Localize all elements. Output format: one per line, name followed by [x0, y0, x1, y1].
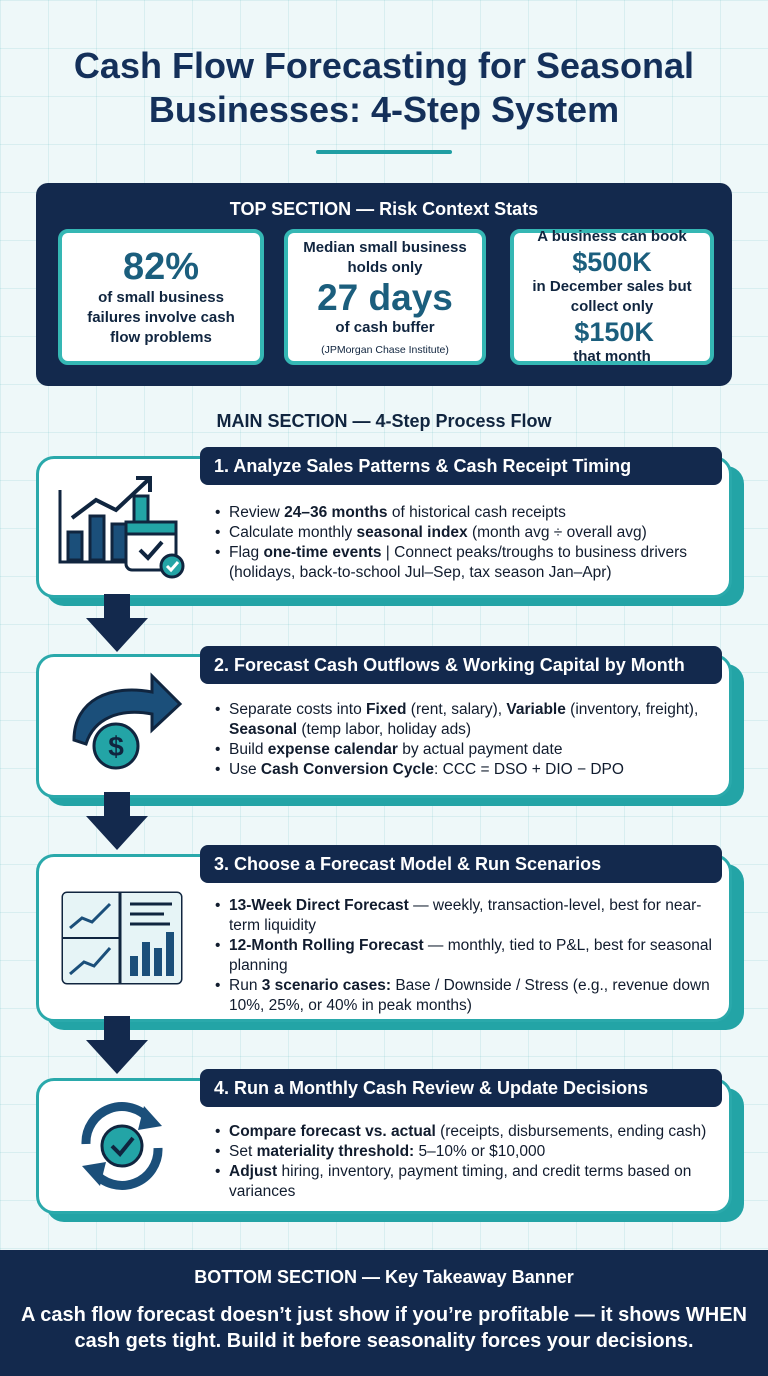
- stat-pre-text: Median small business holds only: [303, 239, 467, 276]
- bullet-text: — weekly, transaction-level, best for near-term liquidity: [229, 897, 702, 934]
- stat-mid-text: [520, 277, 705, 347]
- bullet-text: Use: [229, 761, 261, 778]
- bullet-emphasis: materiality threshold:: [256, 1143, 415, 1160]
- main-section-heading: MAIN SECTION — 4-Step Process Flow: [216, 411, 552, 431]
- bullet-item: [215, 1162, 720, 1202]
- title-underline: [316, 150, 452, 154]
- bullet-text: (rent, salary),: [406, 701, 507, 718]
- stat-post-text: that month: [573, 348, 651, 365]
- arrow-down-icon: [82, 594, 152, 656]
- stat-text: of small business failures involve cash flow problems: [87, 289, 235, 346]
- step-4-label: 4. Run a Monthly Cash Review & Update Decisions: [200, 1069, 722, 1107]
- bullet-emphasis: Fixed: [366, 701, 407, 718]
- arrow-down-icon: [82, 1016, 152, 1078]
- bullet-text: Run: [229, 977, 262, 994]
- bullet-text: Flag: [229, 544, 264, 561]
- bullet-item: [215, 760, 710, 780]
- step-3-label: 3. Choose a Forecast Model & Run Scenarios: [200, 845, 722, 883]
- bullet-emphasis: one-time events: [263, 544, 382, 561]
- bullet-emphasis: 13-Week Direct Forecast: [229, 897, 409, 914]
- stat-card-failures: [58, 229, 264, 365]
- bullet-emphasis: Adjust: [229, 1163, 278, 1180]
- bullet-text: Build: [229, 741, 268, 758]
- step-1-bullets: [215, 503, 715, 583]
- stat-value: 82%: [122, 246, 200, 288]
- bullet-emphasis: Compare forecast vs. actual: [229, 1123, 436, 1140]
- stat-value-collected: $150K: [574, 317, 654, 347]
- dollar-outflow-icon: [60, 670, 190, 780]
- stat-value-booked: $500K: [572, 247, 652, 277]
- page-title: Cash Flow Forecasting for Seasonal Businesses: 4-Step System: [73, 45, 695, 130]
- step-2-label: 2. Forecast Cash Outflows & Working Capital by Month: [200, 646, 722, 684]
- bullet-text: (temp labor, holiday ads): [297, 721, 472, 738]
- bullet-emphasis: seasonal index: [356, 524, 468, 541]
- bullet-emphasis: Cash Conversion Cycle: [260, 761, 435, 778]
- takeaway-banner: [0, 1250, 768, 1376]
- stat-value: 27 days: [317, 277, 453, 318]
- bullet-item: [215, 936, 715, 976]
- step-1-label: 1. Analyze Sales Patterns & Cash Receipt Timing: [200, 447, 722, 485]
- svg-text:$: $: [108, 731, 124, 762]
- top-stats-panel: [36, 183, 732, 386]
- bullet-text: (inventory, freight),: [565, 701, 699, 718]
- bullet-emphasis: 3 scenario cases:: [261, 977, 392, 994]
- bullet-text: Set: [229, 1143, 257, 1160]
- step-2-bullets: [215, 700, 710, 780]
- stat-mid-text-span: in December sales but collect only: [532, 278, 692, 315]
- stat-text: of cash buffer: [335, 319, 435, 336]
- bullet-item: [215, 700, 710, 740]
- bullet-text: Review: [229, 504, 285, 521]
- bullet-text: : CCC = DSO + DIO − DPO: [434, 761, 624, 778]
- bullet-text: by actual payment date: [397, 741, 563, 758]
- bullet-text: | Connect peaks/troughs to business drivers (holidays, back-to-school Jul–Sep, tax season Jan–Apr): [229, 544, 688, 581]
- top-section-heading: TOP SECTION — Risk Context Stats: [229, 199, 539, 219]
- bullet-item: [215, 976, 715, 1016]
- bullet-emphasis: Seasonal: [229, 721, 298, 738]
- bullet-text: hiring, inventory, payment timing, and credit terms based on variances: [229, 1163, 692, 1200]
- bullet-text: 5–10% or $10,000: [414, 1143, 546, 1160]
- bullet-text: (receipts, disbursements, ending cash): [435, 1123, 707, 1140]
- stat-card-sales-vs-collection: [510, 229, 714, 365]
- bullet-emphasis: Variable: [506, 701, 566, 718]
- bullet-text: Separate costs into: [229, 701, 366, 718]
- bullet-item: [215, 896, 715, 936]
- bullet-item: [215, 1122, 720, 1142]
- bullet-item: [215, 523, 715, 543]
- bullet-text: of historical cash receipts: [387, 504, 566, 521]
- refresh-check-icon: [70, 1094, 174, 1198]
- step-3-bullets: [215, 896, 715, 1016]
- bullet-item: [215, 740, 710, 760]
- bar-chart-calendar-icon: [56, 470, 190, 582]
- bullet-emphasis: 12-Month Rolling Forecast: [229, 937, 424, 954]
- bullet-text: Base / Downside / Stress (e.g., revenue down 10%, 25%, or 40% in peak months): [229, 977, 710, 1014]
- takeaway-text: A cash flow forecast doesn’t just show if you’re profitable — it shows WHEN cash gets tight. Build it before seasonality forces your decisions.: [20, 1304, 747, 1352]
- bullet-emphasis: expense calendar: [267, 741, 398, 758]
- bullet-text: Calculate monthly: [229, 524, 357, 541]
- bullet-emphasis: 24–36 months: [284, 504, 388, 521]
- bullet-item: [215, 1142, 720, 1162]
- bullet-item: [215, 543, 715, 583]
- bottom-section-heading: BOTTOM SECTION — Key Takeaway Banner: [194, 1267, 574, 1287]
- arrow-down-icon: [82, 792, 152, 854]
- dashboard-charts-icon: [60, 890, 184, 986]
- stat-card-cash-buffer: [284, 229, 486, 365]
- bullet-text: (month avg ÷ overall avg): [467, 524, 647, 541]
- bullet-item: [215, 503, 715, 523]
- stat-source: (JPMorgan Chase Institute): [321, 344, 449, 356]
- step-4-bullets: [215, 1122, 720, 1202]
- bullet-text: — monthly, tied to P&L, best for seasonal planning: [229, 937, 712, 974]
- stat-pre-text: A business can book: [537, 228, 687, 245]
